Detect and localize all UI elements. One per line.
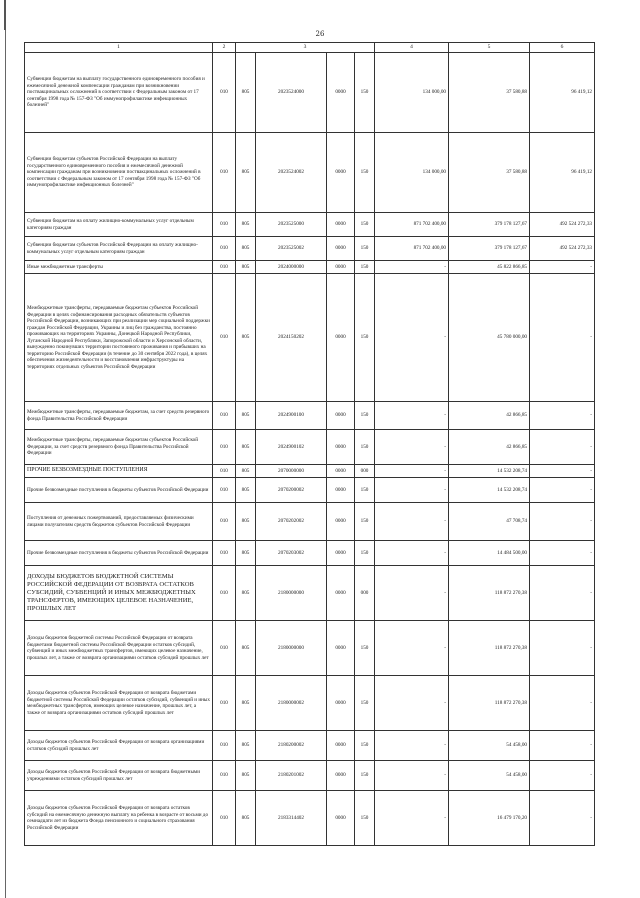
- revenue-name-cell: Субвенции бюджетам субъектов Российской Федерации на оплату жилищно-коммунальных услуг отдельным категориям граждан: [25, 237, 213, 261]
- row-code-cell: 010: [213, 478, 236, 503]
- admin-code-cell: 805: [236, 503, 256, 541]
- admin-code-cell: 805: [236, 761, 256, 791]
- income-type-code-cell: 2070000000: [256, 465, 327, 478]
- admin-code-cell: 805: [236, 213, 256, 237]
- classification-code-cell: 150: [355, 133, 375, 213]
- remaining-amount-cell: -: [530, 566, 595, 621]
- executed-amount-cell: 118 872 270,38: [449, 676, 530, 731]
- subtype-code-cell: 0000: [327, 503, 355, 541]
- executed-amount-cell: 14 532 208,74: [449, 478, 530, 503]
- approved-amount-cell: -: [375, 761, 449, 791]
- page-number: 26: [315, 30, 325, 38]
- remaining-amount-cell: -: [530, 791, 595, 846]
- column-header-6: 6: [530, 43, 595, 53]
- income-type-code-cell: 2180000000: [256, 566, 327, 621]
- admin-code-cell: 805: [236, 274, 256, 402]
- admin-code-cell: 805: [236, 465, 256, 478]
- classification-code-cell: 150: [355, 53, 375, 133]
- subtype-code-cell: 0000: [327, 274, 355, 402]
- remaining-amount-cell: -: [530, 465, 595, 478]
- income-type-code-cell: 2180000002: [256, 676, 327, 731]
- revenue-name-cell: Иные межбюджетные трансферты: [25, 261, 213, 274]
- classification-code-cell: 150: [355, 478, 375, 503]
- table-row: [25, 402, 595, 430]
- scan-left-edge: [5, 0, 6, 898]
- row-code-cell: 010: [213, 133, 236, 213]
- remaining-amount-cell: 96 419,12: [530, 53, 595, 133]
- remaining-amount-cell: -: [530, 621, 595, 676]
- approved-amount-cell: -: [375, 465, 449, 478]
- row-code-cell: 010: [213, 731, 236, 761]
- budget-revenue-table: [24, 42, 595, 846]
- revenue-name-cell: Межбюджетные трансферты, передаваемые бюджетам, за счет средств резервного фонда Правительства Российской Федерации: [25, 402, 213, 430]
- table-row: [25, 430, 595, 465]
- revenue-name-cell: Межбюджетные трансферты, передаваемые бюджетам субъектов Российской Федерации, за счет средств резервного фонда Правительства Российской Федерации: [25, 430, 213, 465]
- subtype-code-cell: 0000: [327, 430, 355, 465]
- executed-amount-cell: 379 178 127,67: [449, 237, 530, 261]
- table-row: [25, 761, 595, 791]
- column-header-3: 3: [236, 43, 375, 53]
- table-row: [25, 53, 595, 133]
- table-row: [25, 731, 595, 761]
- remaining-amount-cell: 96 419,12: [530, 133, 595, 213]
- revenue-name-cell: ПРОЧИЕ БЕЗВОЗМЕЗДНЫЕ ПОСТУПЛЕНИЯ: [25, 465, 213, 478]
- subtype-code-cell: 0000: [327, 541, 355, 566]
- column-header-2: 2: [213, 43, 236, 53]
- row-code-cell: 010: [213, 237, 236, 261]
- executed-amount-cell: 37 580,88: [449, 53, 530, 133]
- revenue-name-cell: Субвенции бюджетам на оплату жилищно-коммунальных услуг отдельным категориям граждан: [25, 213, 213, 237]
- classification-code-cell: 150: [355, 213, 375, 237]
- income-type-code-cell: 2023524000: [256, 53, 327, 133]
- table-row: [25, 791, 595, 846]
- subtype-code-cell: 0000: [327, 213, 355, 237]
- approved-amount-cell: -: [375, 261, 449, 274]
- scan-corner-mark: [4, 0, 6, 30]
- classification-code-cell: 150: [355, 274, 375, 402]
- revenue-name-cell: Доходы бюджетов бюджетной системы Российской Федерации от возврата бюджетами бюджетной системы Российской Федерации остатков субсидий, субвенций и иных межбюджетных трансфертов, имеющих целевое назначение, прошлых лет, а также от возврата организациями остатков субсидий прошлых лет: [25, 621, 213, 676]
- column-header-5: 5: [449, 43, 530, 53]
- table-row: [25, 133, 595, 213]
- approved-amount-cell: -: [375, 566, 449, 621]
- row-code-cell: 010: [213, 621, 236, 676]
- admin-code-cell: 805: [236, 621, 256, 676]
- subtype-code-cell: 0000: [327, 676, 355, 731]
- approved-amount-cell: -: [375, 676, 449, 731]
- table-row: [25, 621, 595, 676]
- executed-amount-cell: 42 866,85: [449, 430, 530, 465]
- table-row: [25, 465, 595, 478]
- subtype-code-cell: 0000: [327, 621, 355, 676]
- income-type-code-cell: 2180200002: [256, 731, 327, 761]
- row-code-cell: 010: [213, 274, 236, 402]
- admin-code-cell: 805: [236, 261, 256, 274]
- admin-code-cell: 805: [236, 237, 256, 261]
- admin-code-cell: 805: [236, 791, 256, 846]
- approved-amount-cell: -: [375, 541, 449, 566]
- remaining-amount-cell: -: [530, 274, 595, 402]
- classification-code-cell: 150: [355, 503, 375, 541]
- revenue-name-cell: Доходы бюджетов субъектов Российской Федерации от возврата бюджетными учреждениями остатков субсидий прошлых лет: [25, 761, 213, 791]
- executed-amount-cell: 14 532 208,74: [449, 465, 530, 478]
- admin-code-cell: 805: [236, 53, 256, 133]
- row-code-cell: 010: [213, 402, 236, 430]
- executed-amount-cell: 45 780 000,00: [449, 274, 530, 402]
- table-row: [25, 261, 595, 274]
- table-row: [25, 274, 595, 402]
- executed-amount-cell: 54 458,00: [449, 761, 530, 791]
- classification-code-cell: 150: [355, 430, 375, 465]
- subtype-code-cell: 0000: [327, 133, 355, 213]
- executed-amount-cell: 45 822 866,85: [449, 261, 530, 274]
- executed-amount-cell: 37 580,88: [449, 133, 530, 213]
- row-code-cell: 010: [213, 676, 236, 731]
- executed-amount-cell: 16 479 170,20: [449, 791, 530, 846]
- income-type-code-cell: 2183314402: [256, 791, 327, 846]
- revenue-name-cell: Прочие безвозмездные поступления в бюджеты субъектов Российской Федерации: [25, 541, 213, 566]
- subtype-code-cell: 0000: [327, 261, 355, 274]
- subtype-code-cell: 0000: [327, 53, 355, 133]
- column-header-4: 4: [375, 43, 449, 53]
- approved-amount-cell: 871 702 400,00: [375, 213, 449, 237]
- classification-code-cell: 150: [355, 541, 375, 566]
- subtype-code-cell: 0000: [327, 731, 355, 761]
- table-row: [25, 503, 595, 541]
- classification-code-cell: 150: [355, 237, 375, 261]
- subtype-code-cell: 0000: [327, 566, 355, 621]
- row-code-cell: 010: [213, 541, 236, 566]
- subtype-code-cell: 0000: [327, 402, 355, 430]
- table-row: [25, 566, 595, 621]
- row-code-cell: 010: [213, 503, 236, 541]
- income-type-code-cell: 2024900100: [256, 402, 327, 430]
- table-row: [25, 541, 595, 566]
- approved-amount-cell: -: [375, 274, 449, 402]
- row-code-cell: 010: [213, 761, 236, 791]
- approved-amount-cell: -: [375, 621, 449, 676]
- revenue-name-cell: Доходы бюджетов субъектов Российской Федерации от возврата организациями остатков субсидий прошлых лет: [25, 731, 213, 761]
- remaining-amount-cell: -: [530, 503, 595, 541]
- row-code-cell: 010: [213, 53, 236, 133]
- subtype-code-cell: 0000: [327, 478, 355, 503]
- row-code-cell: 010: [213, 430, 236, 465]
- approved-amount-cell: 134 000,00: [375, 133, 449, 213]
- classification-code-cell: 150: [355, 402, 375, 430]
- admin-code-cell: 805: [236, 478, 256, 503]
- revenue-name-cell: Межбюджетные трансферты, передаваемые бюджетам субъектов Российской Федерации в целях софинансирования расходных обязательств субъектов Российской Федерации, возникающих при реализации мер социальной поддержки граждан Российской Федерации, Украины и лиц без гражданства, постоянно проживающих на территориях Украины, Донецкой Народной Республики, Луганской Народной Республики, Запорожской области и Херсонской области, вынужденно покинувших территории постоянного проживания и прибывших на территорию Российской Федерации (в течение до 30 сентября 2022 года), в целях обеспечения жизнедеятельности и восстановления инфраструктуры на территориях отдельных субъектов Российской Федерации: [25, 274, 213, 402]
- admin-code-cell: 805: [236, 676, 256, 731]
- executed-amount-cell: 118 872 270,38: [449, 566, 530, 621]
- approved-amount-cell: -: [375, 731, 449, 761]
- income-type-code-cell: 2180000000: [256, 621, 327, 676]
- remaining-amount-cell: -: [530, 402, 595, 430]
- remaining-amount-cell: -: [530, 541, 595, 566]
- row-code-cell: 010: [213, 566, 236, 621]
- classification-code-cell: 150: [355, 791, 375, 846]
- approved-amount-cell: -: [375, 478, 449, 503]
- classification-code-cell: 150: [355, 676, 375, 731]
- remaining-amount-cell: -: [530, 761, 595, 791]
- subtype-code-cell: 0000: [327, 237, 355, 261]
- revenue-name-cell: Субвенции бюджетам на выплату государственного единовременного пособия и ежемесячной денежной компенсации гражданам при возникновении поствакцинальных осложнений в соответствии с Федеральным законом от 17 сентября 1998 года № 157-ФЗ "Об иммунопрофилактике инфекционных болезней": [25, 53, 213, 133]
- admin-code-cell: 805: [236, 402, 256, 430]
- classification-code-cell: 000: [355, 465, 375, 478]
- income-type-code-cell: 2024000000: [256, 261, 327, 274]
- admin-code-cell: 805: [236, 566, 256, 621]
- remaining-amount-cell: -: [530, 676, 595, 731]
- column-header-1: 1: [25, 43, 213, 53]
- income-type-code-cell: 2023524002: [256, 133, 327, 213]
- classification-code-cell: 150: [355, 621, 375, 676]
- admin-code-cell: 805: [236, 133, 256, 213]
- executed-amount-cell: 47 708,74: [449, 503, 530, 541]
- approved-amount-cell: -: [375, 402, 449, 430]
- executed-amount-cell: 42 866,85: [449, 402, 530, 430]
- income-type-code-cell: 2070203002: [256, 541, 327, 566]
- remaining-amount-cell: 492 524 272,33: [530, 213, 595, 237]
- table-row: [25, 676, 595, 731]
- row-code-cell: 010: [213, 791, 236, 846]
- table-row: [25, 478, 595, 503]
- remaining-amount-cell: -: [530, 430, 595, 465]
- income-type-code-cell: 2023525002: [256, 237, 327, 261]
- executed-amount-cell: 14 484 500,00: [449, 541, 530, 566]
- table-row: [25, 213, 595, 237]
- column-number-header-row: [25, 43, 595, 53]
- executed-amount-cell: 54 458,00: [449, 731, 530, 761]
- approved-amount-cell: -: [375, 791, 449, 846]
- income-type-code-cell: 2023525000: [256, 213, 327, 237]
- subtype-code-cell: 0000: [327, 761, 355, 791]
- admin-code-cell: 805: [236, 430, 256, 465]
- row-code-cell: 010: [213, 261, 236, 274]
- approved-amount-cell: 134 000,00: [375, 53, 449, 133]
- executed-amount-cell: 379 178 127,67: [449, 213, 530, 237]
- approved-amount-cell: -: [375, 503, 449, 541]
- income-type-code-cell: 2024900102: [256, 430, 327, 465]
- income-type-code-cell: 2024150202: [256, 274, 327, 402]
- revenue-name-cell: Доходы бюджетов субъектов Российской Федерации от возврата остатков субсидий на ежемесячную денежную выплату на ребенка в возрасте от восьми до семнадцати лет из бюджета Фонда пенсионного и социального страхования Российской Федерации: [25, 791, 213, 846]
- subtype-code-cell: 0000: [327, 791, 355, 846]
- remaining-amount-cell: -: [530, 731, 595, 761]
- admin-code-cell: 805: [236, 731, 256, 761]
- income-type-code-cell: 2070200002: [256, 478, 327, 503]
- row-code-cell: 010: [213, 465, 236, 478]
- revenue-name-cell: Доходы бюджетов субъектов Российской Федерации от возврата бюджетами бюджетной системы Российской Федерации остатков субсидий, субвенций и иных межбюджетных трансфертов, имеющих целевое назначение, прошлых лет, а также от возврата организациями остатков субсидий прошлых лет: [25, 676, 213, 731]
- classification-code-cell: 150: [355, 261, 375, 274]
- income-type-code-cell: 2180201002: [256, 761, 327, 791]
- classification-code-cell: 150: [355, 731, 375, 761]
- executed-amount-cell: 118 872 270,38: [449, 621, 530, 676]
- approved-amount-cell: 871 702 400,00: [375, 237, 449, 261]
- revenue-name-cell: ДОХОДЫ БЮДЖЕТОВ БЮДЖЕТНОЙ СИСТЕМЫ РОССИЙСКОЙ ФЕДЕРАЦИИ ОТ ВОЗВРАТА ОСТАТКОВ СУБСИДИЙ, СУБВЕНЦИЙ И ИНЫХ МЕЖБЮДЖЕТНЫХ ТРАНСФЕРТОВ, ИМЕЮЩИХ ЦЕЛЕВОЕ НАЗНАЧЕНИЕ, ПРОШЛЫХ ЛЕТ: [25, 566, 213, 621]
- remaining-amount-cell: -: [530, 478, 595, 503]
- subtype-code-cell: 0000: [327, 465, 355, 478]
- revenue-name-cell: Поступления от денежных пожертвований, предоставляемых физическими лицами получателям средств бюджетов субъектов Российской Федерации: [25, 503, 213, 541]
- remaining-amount-cell: 492 524 272,33: [530, 237, 595, 261]
- revenue-name-cell: Субвенции бюджетам субъектов Российской Федерации на выплату государственного единовременного пособия и ежемесячной денежной компенсации гражданам при возникновении поствакцинальных осложнений в соответствии с Федеральным законом от 17 сентября 1998 года № 157-ФЗ "Об иммунопрофилактике инфекционных болезней": [25, 133, 213, 213]
- approved-amount-cell: -: [375, 430, 449, 465]
- classification-code-cell: 150: [355, 761, 375, 791]
- revenue-name-cell: Прочие безвозмездные поступления в бюджеты субъектов Российской Федерации: [25, 478, 213, 503]
- classification-code-cell: 000: [355, 566, 375, 621]
- remaining-amount-cell: -: [530, 261, 595, 274]
- income-type-code-cell: 2070202002: [256, 503, 327, 541]
- table-row: [25, 237, 595, 261]
- admin-code-cell: 805: [236, 541, 256, 566]
- row-code-cell: 010: [213, 213, 236, 237]
